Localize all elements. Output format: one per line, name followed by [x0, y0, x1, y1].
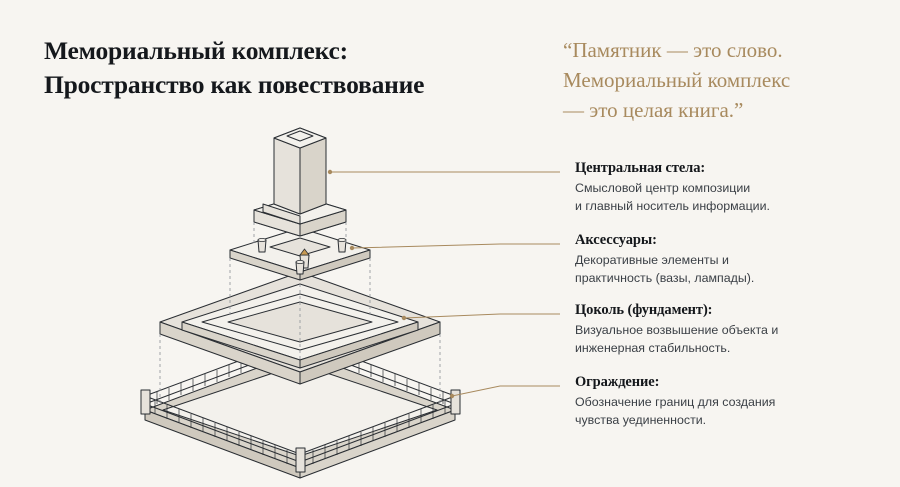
page-title: [44, 34, 534, 101]
callout-body: [575, 252, 875, 287]
callout-fence: [575, 374, 875, 429]
part-fence-enclosure: [141, 332, 460, 478]
part-central-stele: [254, 128, 346, 236]
callout-body-line-2: и главный носитель информации.: [575, 198, 770, 213]
callout-body: [575, 394, 875, 429]
callout-body-line-2: чувства уединенности.: [575, 412, 707, 427]
callout-body-line-1: Декоративные элементы и: [575, 253, 729, 267]
accessory-lamp: [300, 249, 309, 268]
callout-body-line-1: Смысловой центр композиции: [575, 181, 751, 195]
pull-quote: [563, 36, 883, 125]
callout-plinth: [575, 302, 875, 357]
callout-title: Аксессуары:: [575, 232, 657, 248]
pull-quote-line-3: — это целая книга.”: [563, 97, 744, 122]
callout-body-line-2: инженерная стабильность.: [575, 340, 731, 355]
callout-body-line-1: Обозначение границ для создания: [575, 395, 776, 409]
explode-guides: [160, 222, 440, 406]
callout-body-line-1: Визуальное возвышение объекта и: [575, 323, 779, 337]
callout-title: Ограждение:: [575, 374, 660, 390]
fence-corner-posts: [141, 332, 460, 472]
pull-quote-line-2: Мемориальный комплекс: [563, 67, 791, 92]
callout-body: [575, 180, 875, 215]
callout-title: Центральная стела:: [575, 160, 706, 176]
callout-body-line-2: практичность (вазы, лампады).: [575, 270, 755, 285]
accessory-vase-front: [296, 260, 304, 274]
pull-quote-line-1: “Памятник — это слово.: [563, 38, 783, 62]
callout-body: [575, 322, 875, 357]
callout-title: Цоколь (фундамент):: [575, 302, 713, 318]
leader-lines: [328, 170, 560, 398]
callout-accessories: [575, 232, 875, 287]
part-accessories-platform: [230, 228, 370, 280]
accessory-vase-right: [338, 238, 346, 252]
callout-central-stele: [575, 160, 875, 215]
accessory-vase-left: [258, 238, 266, 252]
page-title-line-2: Пространство как повествование: [44, 69, 425, 99]
part-plinth-base: [160, 272, 440, 384]
page-title-line-1: Мемориальный комплекс:: [44, 36, 348, 65]
